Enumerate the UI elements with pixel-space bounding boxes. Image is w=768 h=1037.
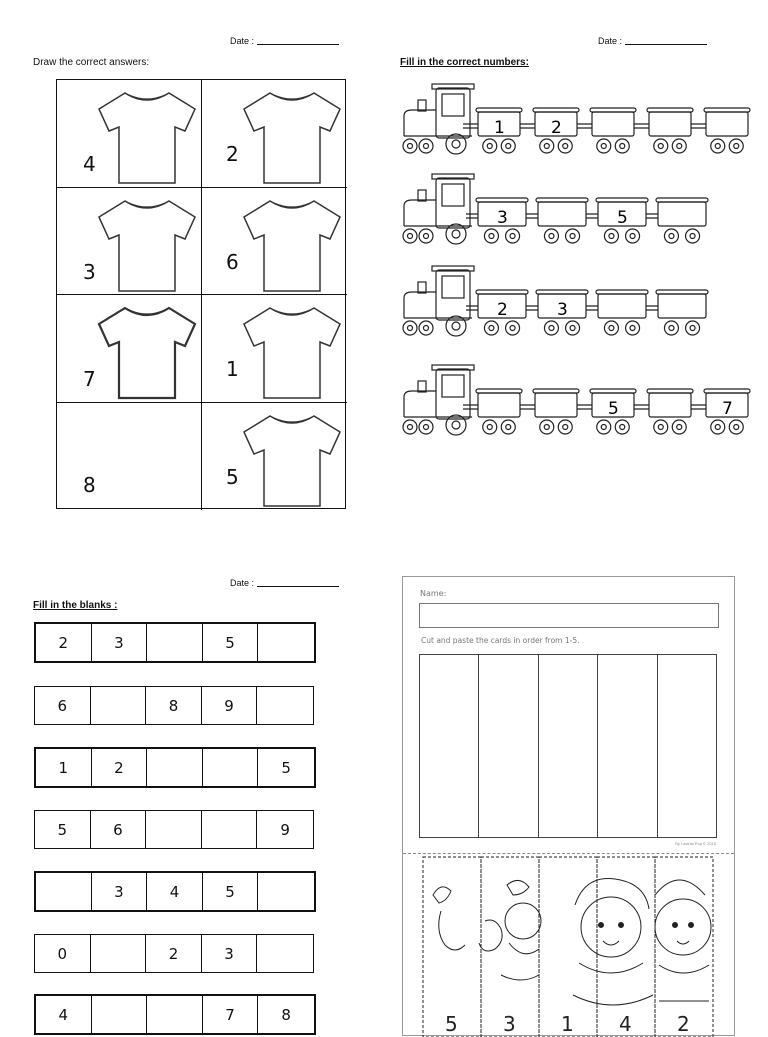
blank-box[interactable]	[91, 935, 147, 972]
number-box: 1	[36, 749, 92, 786]
shirt-count-number: 1	[226, 357, 239, 381]
tshirt-icon	[240, 410, 344, 508]
train-car	[463, 108, 522, 153]
shirt-cell	[202, 403, 347, 511]
shirt-count-number: 7	[83, 367, 96, 391]
train-car-number: 2	[551, 118, 562, 138]
date-field-top-right	[598, 36, 707, 46]
train-car-number: 3	[557, 300, 568, 320]
number-box: 7	[203, 996, 259, 1033]
shirt-cell	[202, 80, 347, 188]
tshirt-icon	[240, 302, 344, 400]
kids-picture-cards-illustration	[423, 855, 715, 1037]
number-box: 4	[36, 996, 92, 1033]
number-box: 2	[146, 935, 202, 972]
train-car	[691, 108, 750, 153]
locomotive-icon	[403, 84, 474, 154]
worksheet-name-box	[419, 603, 719, 628]
shirt-count-number: 2	[226, 142, 239, 166]
card-number: 4	[619, 1012, 632, 1036]
number-box: 4	[147, 873, 203, 910]
shirt-cell	[202, 295, 347, 403]
train-car	[526, 198, 588, 243]
train	[398, 262, 702, 342]
train-car	[577, 389, 636, 434]
paste-column	[420, 655, 479, 837]
train	[398, 361, 733, 441]
blank-box[interactable]	[147, 996, 203, 1033]
paste-column	[539, 655, 598, 837]
paste-column	[598, 655, 657, 837]
number-box: 5	[203, 873, 259, 910]
train	[398, 80, 702, 160]
train-car	[520, 108, 579, 153]
tshirt-icon	[240, 87, 344, 185]
number-box: 6	[35, 687, 91, 724]
train	[398, 170, 702, 250]
number-box: 5	[35, 811, 91, 848]
shirt-section-heading: Draw the correct answers:	[33, 57, 150, 68]
shirt-count-number: 8	[83, 472, 96, 497]
date-field-bottom-left	[230, 578, 339, 588]
paste-column	[658, 655, 716, 837]
date-line	[257, 44, 339, 45]
tshirt-icon	[240, 195, 344, 293]
card-number: 5	[445, 1012, 458, 1036]
blank-box[interactable]	[258, 873, 314, 910]
cut-line	[403, 853, 734, 854]
shirt-cell	[57, 80, 202, 188]
train-car	[520, 389, 579, 434]
train-car-number: 3	[497, 208, 508, 228]
card-number: 3	[503, 1012, 516, 1036]
blank-box[interactable]	[147, 749, 203, 786]
tshirt-icon	[95, 302, 199, 400]
shirt-cell	[202, 188, 347, 296]
worksheet-name-label: Name:	[420, 589, 447, 598]
blank-box[interactable]	[203, 749, 259, 786]
train-car-number: 1	[494, 118, 505, 138]
paste-columns	[419, 654, 717, 838]
tshirt-icon	[95, 195, 199, 293]
train-illustration	[398, 80, 702, 160]
blank-box[interactable]	[258, 624, 314, 661]
shirt-count-number: 4	[83, 152, 96, 176]
card-number: 1	[561, 1012, 574, 1036]
date-field-top-left	[230, 36, 339, 46]
train-car	[634, 108, 693, 153]
locomotive-icon	[403, 174, 474, 244]
date-line	[625, 44, 707, 45]
date-label: Date :	[230, 578, 255, 588]
number-box: 3	[92, 873, 148, 910]
train-car-number: 5	[617, 208, 628, 228]
card-number: 2	[677, 1012, 690, 1036]
shirt-count-number: 3	[83, 259, 96, 284]
train-car	[646, 198, 708, 243]
train-car-number: 7	[722, 399, 733, 419]
train-car-number: 5	[608, 399, 619, 419]
train-car	[466, 198, 528, 243]
blank-box[interactable]	[147, 624, 203, 661]
number-sequence-row	[34, 810, 314, 849]
shirt-cell	[57, 295, 202, 403]
shirt-count-number: 6	[226, 249, 239, 274]
number-box: 3	[92, 624, 148, 661]
train-car	[463, 389, 522, 434]
paste-column	[479, 655, 538, 837]
number-box: 9	[202, 687, 258, 724]
number-box: 2	[36, 624, 92, 661]
number-sequence-row	[34, 994, 316, 1035]
blanks-section-heading: Fill in the blanks :	[33, 600, 118, 611]
train-illustration	[398, 262, 702, 342]
shirt-grid	[56, 79, 346, 509]
date-label: Date :	[230, 36, 255, 46]
number-box: 0	[35, 935, 91, 972]
blank-box[interactable]	[257, 687, 313, 724]
date-label: Date :	[598, 36, 623, 46]
train-car	[586, 290, 648, 335]
blank-box[interactable]	[92, 996, 148, 1033]
number-sequence-row	[34, 934, 314, 973]
train-car	[586, 198, 648, 243]
train-illustration	[398, 361, 733, 441]
train-car	[646, 290, 708, 335]
blank-box[interactable]	[146, 811, 202, 848]
blank-box[interactable]	[36, 873, 92, 910]
train-car	[691, 389, 750, 434]
number-box: 3	[202, 935, 258, 972]
number-box: 8	[281, 1005, 291, 1024]
locomotive-icon	[403, 365, 474, 435]
locomotive-icon	[403, 266, 474, 336]
number-box: 9	[280, 820, 290, 839]
train-car-number: 2	[497, 300, 508, 320]
number-box: 2	[92, 749, 148, 786]
tshirt-icon	[95, 87, 199, 185]
train-car	[634, 389, 693, 434]
train-car	[466, 290, 528, 335]
train-car	[577, 108, 636, 153]
shirt-cell	[57, 188, 202, 296]
worksheet-credit: By Lavinia Pop © 2015	[675, 841, 716, 846]
train-section-heading: Fill in the correct numbers:	[400, 57, 529, 68]
number-box: 5	[203, 624, 259, 661]
blank-box[interactable]	[91, 687, 147, 724]
date-line	[257, 586, 339, 587]
number-sequence-row	[34, 747, 316, 788]
number-sequence-row	[34, 871, 316, 912]
worksheet-instruction: Cut and paste the cards in order from 1-5.	[421, 636, 580, 645]
blank-box[interactable]	[257, 935, 313, 972]
number-box: 6	[91, 811, 147, 848]
blank-box[interactable]	[202, 811, 258, 848]
number-box: 5	[281, 758, 291, 777]
number-sequence-row	[34, 686, 314, 725]
train-car	[526, 290, 588, 335]
shirt-cell	[57, 403, 202, 511]
number-box: 8	[146, 687, 202, 724]
shirt-count-number: 5	[226, 464, 239, 489]
train-illustration	[398, 170, 702, 250]
cut-paste-worksheet	[402, 576, 735, 1036]
number-sequence-row	[34, 622, 316, 663]
picture-cards	[423, 855, 715, 1037]
